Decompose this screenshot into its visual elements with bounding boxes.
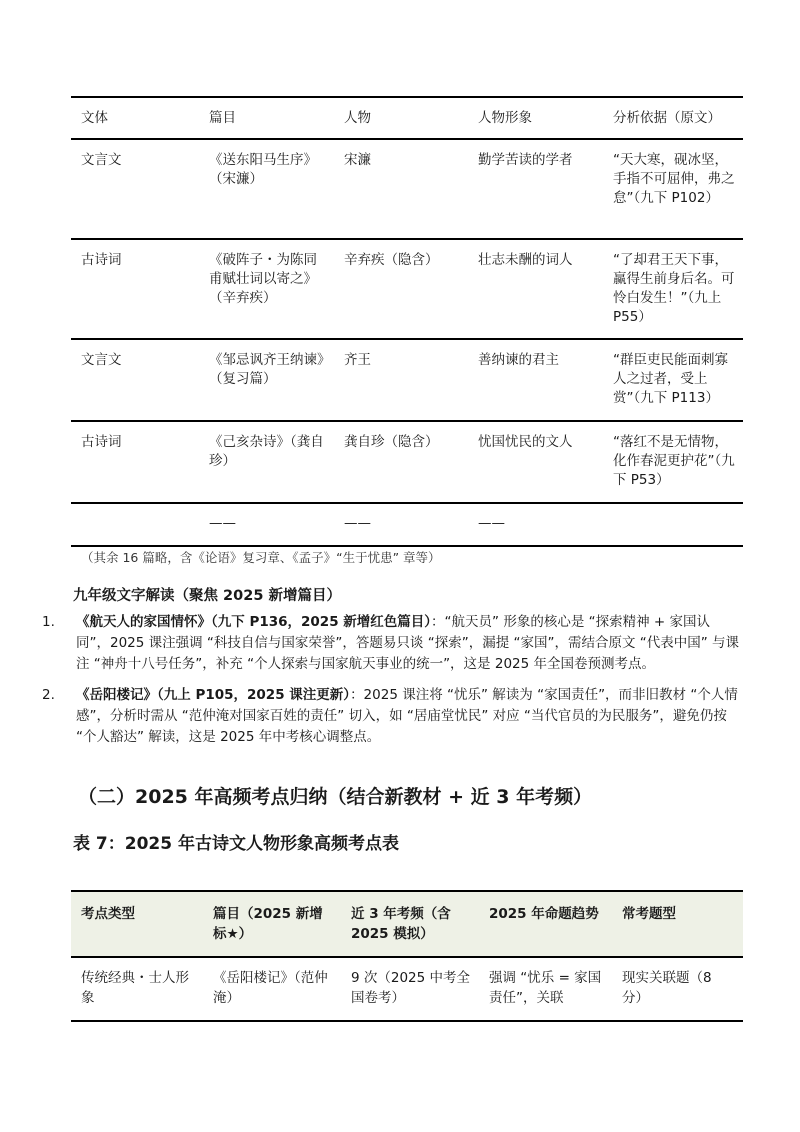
table-cell: 古诗词 [81, 252, 122, 268]
table-cell: 《送东阳马生序》（宋濂） [209, 152, 317, 187]
character-analysis-table [71, 96, 743, 547]
table-cell: 《破阵子・为陈同甫赋壮词以寄之》（辛弃疾） [209, 252, 317, 306]
table-footnote: （其余 16 篇略，含《论语》复习章、《孟子》“生于忧患” 章等） [81, 550, 441, 565]
table-cell: —— [344, 515, 371, 531]
exam-points-table [71, 890, 743, 1022]
table-cell: 文言文 [81, 152, 122, 168]
table-header-row [71, 97, 743, 139]
list-item [40, 685, 740, 748]
table-cell: 勤学苦读的学者 [478, 152, 573, 168]
table-cell: 传统经典・士人形象 [81, 970, 189, 1006]
table-row-placeholder [71, 503, 743, 546]
header-title: 篇目 [209, 110, 236, 126]
table-cell: “天大寒，砚冰坚，手指不可屈伸，弗之怠”（九下 P102） [613, 152, 735, 206]
table-cell: “群臣吏民能面刺寡人之过者，受上赏”（九下 P113） [613, 352, 728, 406]
list-item-text: ：“航天员” 形象的核心是 “探索精神 + 家国认同”，2025 课注强调 “科技自信与国家荣誉”，答题易只谈 “探索”，漏提 “家国”，需结合原文 “代表中国” 与课注 “神舟十八号任务”，补充 “个人探索与国家航天事业的统一”，这是 2025 年全国卷预测考点。 [76, 614, 740, 672]
list-number: 2. [42, 687, 55, 703]
table-cell: 强调 “忧乐 = 家国责任”，关联 [489, 970, 602, 1006]
list-item-title: 《岳阳楼记》（九上 P105，2025 课注更新） [76, 687, 351, 703]
table-cell: 文言文 [81, 352, 122, 368]
table-cell: —— [478, 515, 505, 531]
table-cell: 龚自珍（隐含） [344, 434, 439, 450]
table-cell: 古诗词 [81, 434, 122, 450]
table-cell: 《岳阳楼记》（范仲淹） [213, 970, 328, 1006]
table-row [71, 339, 743, 421]
header-frequency: 近 3 年考频（含 2025 模拟） [351, 906, 451, 942]
header-character: 人物 [344, 110, 371, 126]
interpretation-list [40, 612, 740, 758]
table-row [71, 139, 743, 239]
table-row [71, 239, 743, 339]
table-caption: 表 7：2025 年古诗文人物形象高频考点表 [73, 834, 399, 854]
header-genre: 文体 [81, 110, 108, 126]
table-row [71, 957, 743, 1021]
table-cell: —— [209, 515, 236, 531]
table-cell [71, 503, 199, 546]
table-cell: 《己亥杂诗》（龚自珍） [209, 434, 324, 469]
table-cell: 齐王 [344, 352, 371, 368]
table-header-row [71, 891, 743, 957]
table-cell: 宋濂 [344, 152, 371, 168]
list-item-title: 《航天人的家国情怀》（九下 P136，2025 新增红色篇目） [76, 614, 432, 630]
header-image: 人物形象 [478, 110, 532, 126]
table-cell: “落红不是无情物，化作春泥更护花”（九下 P53） [613, 434, 735, 488]
table-cell: “了却君王天下事，赢得生前身后名。可怜白发生！”（九上 P55） [613, 252, 735, 325]
list-item-text: ：2025 课注将 “忧乐” 解读为 “家国责任”，而非旧教材 “个人情感”，分析时需从 “范仲淹对国家百姓的责任” 切入，如 “居庙堂忧民” 对应 “当代官员的为民服务”，避免仍按 “个人豁达” 解读，这是 2025 年中考核心调整点。 [76, 687, 738, 745]
table-cell [603, 503, 743, 546]
header-title: 篇目（2025 新增标★） [213, 906, 323, 942]
table-cell: 辛弃疾（隐含） [344, 252, 439, 268]
section-heading: （二）2025 年高频考点归纳（结合新教材 + 近 3 年考频） [78, 786, 593, 808]
table-cell: 《邹忌讽齐王纳谏》（复习篇） [209, 352, 324, 387]
table-cell: 壮志未酬的词人 [478, 252, 573, 268]
table-cell: 9 次（2025 中考全国卷考） [351, 970, 471, 1006]
table-cell: 善纳谏的君主 [478, 352, 559, 368]
header-trend: 2025 年命题趋势 [489, 906, 599, 922]
table-cell: 忧国忧民的文人 [478, 434, 573, 450]
table-cell: 现实关联题（8 分） [622, 970, 712, 1006]
header-point-type: 考点类型 [81, 906, 135, 922]
list-number: 1. [42, 614, 55, 630]
header-question-type: 常考题型 [622, 906, 676, 922]
grade9-heading: 九年级文字解读（聚焦 2025 新增篇目） [73, 588, 341, 604]
table-row [71, 421, 743, 503]
list-item [40, 612, 740, 675]
header-evidence: 分析依据（原文） [613, 110, 721, 126]
